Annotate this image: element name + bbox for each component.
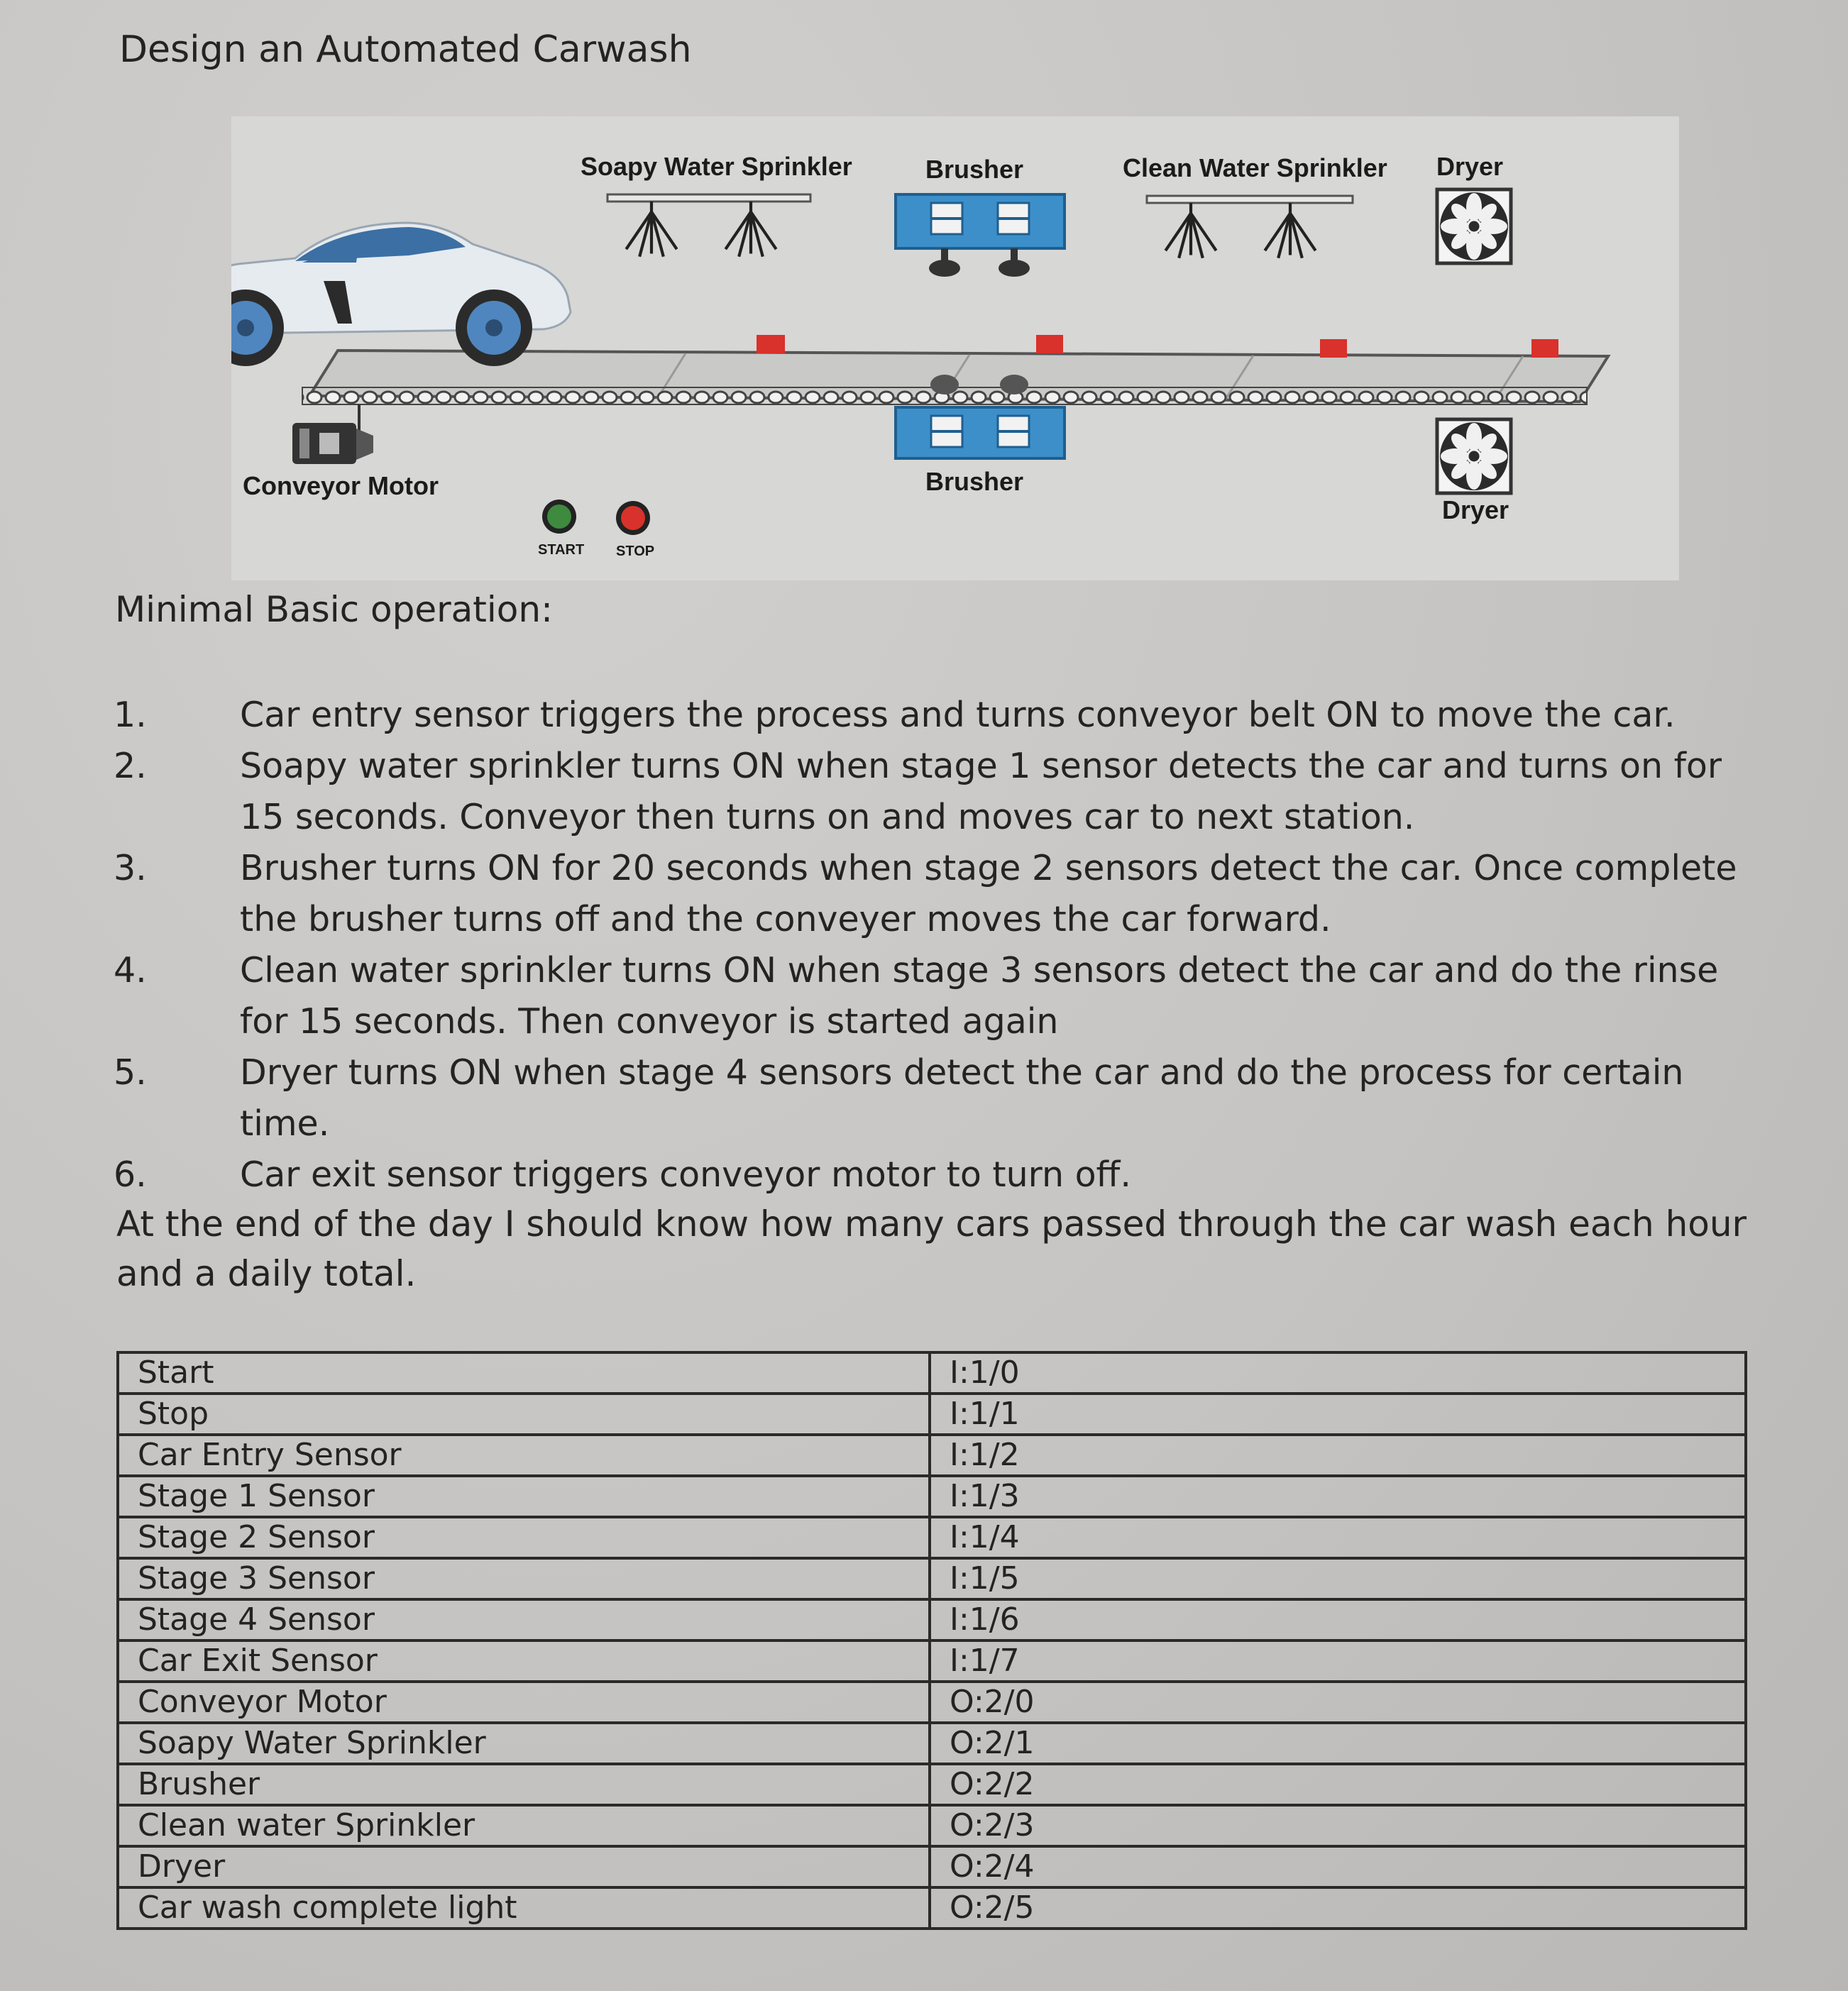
table-row — [118, 1435, 1746, 1476]
io-address-cell: I:1/7 — [930, 1640, 1746, 1682]
io-name-cell: Start — [118, 1352, 930, 1394]
io-address-cell: O:2/4 — [930, 1846, 1746, 1887]
table-row — [118, 1846, 1746, 1887]
io-address-cell: I:1/6 — [930, 1599, 1746, 1640]
io-address-cell: I:1/1 — [930, 1394, 1746, 1435]
step-item — [114, 1047, 1746, 1149]
step-item — [114, 843, 1746, 945]
step-item — [114, 1149, 1746, 1201]
table-row — [118, 1682, 1746, 1723]
io-name-cell: Stop — [118, 1394, 930, 1435]
io-address-cell: I:1/0 — [930, 1352, 1746, 1394]
brusher-top — [896, 194, 1065, 277]
label-conveyor-motor: Conveyor Motor — [243, 471, 439, 500]
start-button-icon — [542, 500, 576, 534]
io-address-cell: I:1/3 — [930, 1476, 1746, 1517]
label-start: START — [538, 542, 585, 558]
step-text: Clean water sprinkler turns ON when stage 3 sensors detect the car and do the rinse for 15 seconds. Then conveyor is started again — [240, 950, 1719, 1042]
stage-4-sensor — [1531, 339, 1558, 358]
step-text: Brusher turns ON for 20 seconds when stage 2 sensors detect the car. Once complete the brusher turns off and the conveyer moves the car forward. — [240, 848, 1737, 939]
io-name-cell: Stage 1 Sensor — [118, 1476, 930, 1517]
io-name-cell: Car wash complete light — [118, 1887, 930, 1929]
table-row — [118, 1394, 1746, 1435]
stop-button-icon — [616, 501, 650, 535]
io-name-cell: Car Entry Sensor — [118, 1435, 930, 1476]
table-row — [118, 1805, 1746, 1846]
summary-paragraph: At the end of the day I should know how many cars passed through the car wash each hour and a daily total. — [116, 1203, 1747, 1294]
io-name-cell: Soapy Water Sprinkler — [118, 1723, 930, 1764]
table-row — [118, 1887, 1746, 1929]
io-address-cell: O:2/3 — [930, 1805, 1746, 1846]
io-name-cell: Brusher — [118, 1764, 930, 1805]
io-address-cell: I:1/2 — [930, 1435, 1746, 1476]
step-number: 3. — [114, 848, 147, 888]
clean-water-sprinkler — [1147, 196, 1353, 258]
label-stop: STOP — [616, 544, 655, 559]
step-number: 1. — [114, 695, 147, 735]
table-row — [118, 1558, 1746, 1599]
stage-2-sensor — [1036, 335, 1063, 353]
step-text: Car exit sensor triggers conveyor motor to turn off. — [240, 1154, 1131, 1195]
stage-1-sensor — [757, 335, 785, 353]
document-title: Design an Automated Carwash — [119, 28, 692, 71]
carwash-diagram — [231, 116, 1679, 580]
operation-steps — [114, 690, 1746, 1201]
dryer-top-fan-icon — [1437, 189, 1511, 263]
io-address-cell: I:1/4 — [930, 1517, 1746, 1558]
step-text: Car entry sensor triggers the process and turns conveyor belt ON to move the car. — [240, 695, 1676, 735]
table-row — [118, 1764, 1746, 1805]
io-address-cell: I:1/5 — [930, 1558, 1746, 1599]
io-name-cell: Conveyor Motor — [118, 1682, 930, 1723]
io-address-cell: O:2/5 — [930, 1887, 1746, 1929]
io-name-cell: Stage 2 Sensor — [118, 1517, 930, 1558]
label-dryer-top: Dryer — [1436, 152, 1504, 181]
section-heading: Minimal Basic operation: — [115, 589, 553, 630]
label-dryer-bottom: Dryer — [1442, 495, 1509, 524]
step-item — [114, 741, 1746, 843]
table-row — [118, 1517, 1746, 1558]
label-brusher-bottom: Brusher — [925, 467, 1024, 496]
io-address-cell: O:2/2 — [930, 1764, 1746, 1805]
io-name-cell: Clean water Sprinkler — [118, 1805, 930, 1846]
step-item — [114, 690, 1746, 741]
step-text: Soapy water sprinkler turns ON when stage 1 sensor detects the car and turns on for 15 seconds. Conveyor then turns on and moves car to next station. — [240, 746, 1722, 837]
step-number: 2. — [114, 746, 147, 786]
step-item — [114, 945, 1746, 1047]
io-name-cell: Stage 4 Sensor — [118, 1599, 930, 1640]
label-soapy-water-sprinkler: Soapy Water Sprinkler — [581, 152, 852, 181]
conveyor-motor-icon — [292, 404, 373, 464]
stage-3-sensor — [1320, 339, 1347, 358]
io-name-cell: Car Exit Sensor — [118, 1640, 930, 1682]
step-number: 6. — [114, 1154, 147, 1195]
table-row — [118, 1476, 1746, 1517]
dryer-bottom-fan-icon — [1437, 419, 1511, 493]
label-brusher-top: Brusher — [925, 155, 1024, 184]
io-name-cell: Dryer — [118, 1846, 930, 1887]
step-number: 4. — [114, 950, 147, 991]
io-address-cell: O:2/0 — [930, 1682, 1746, 1723]
io-address-table — [116, 1351, 1747, 1930]
table-row — [118, 1352, 1746, 1394]
table-row — [118, 1723, 1746, 1764]
step-text: Dryer turns ON when stage 4 sensors detect the car and do the process for certain time. — [240, 1052, 1684, 1144]
label-clean-water-sprinkler: Clean Water Sprinkler — [1123, 153, 1387, 182]
car-icon — [231, 223, 571, 366]
table-row — [118, 1599, 1746, 1640]
step-number: 5. — [114, 1052, 147, 1093]
soapy-water-sprinkler — [607, 194, 810, 257]
io-name-cell: Stage 3 Sensor — [118, 1558, 930, 1599]
io-address-cell: O:2/1 — [930, 1723, 1746, 1764]
table-row — [118, 1640, 1746, 1682]
